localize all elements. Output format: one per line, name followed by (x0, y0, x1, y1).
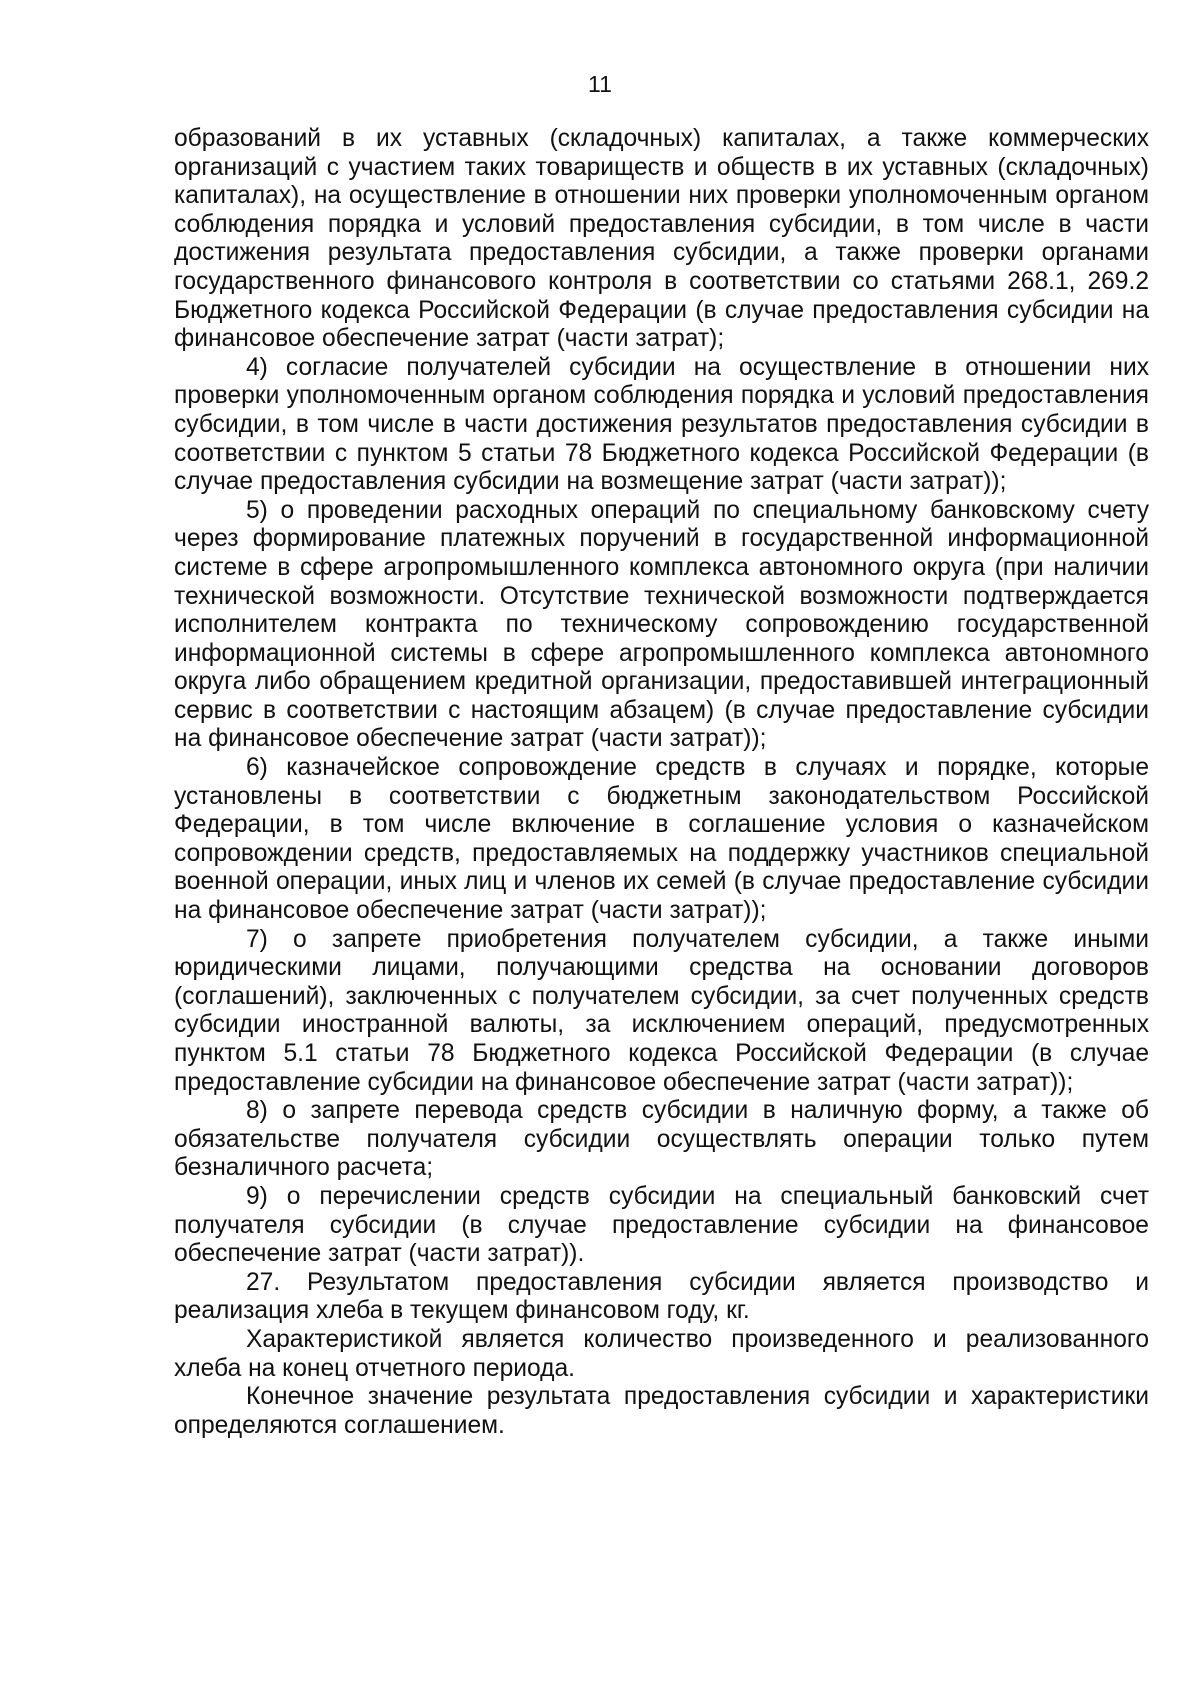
document-body (174, 125, 1149, 1440)
paragraph-item-5: 5) о проведении расходных операций по специальному банковскому счету через формирование платежных поручений в государственной информационной системе в сфере агропромышленного комплекса автономного округа (при наличии технической возможности. Отсутствие технической возможности подтверждается исполнителем контракта по техническому сопровождению государственной информационной системы в сфере агропромышленного комплекса автономного округа либо обращением кредитной организации, предоставившей интеграционный сервис в соответствии с настоящим абзацем) (в случае предоставление субсидии на финансовое обеспечение затрат (части затрат)); (174, 496, 1149, 753)
paragraph-item-7: 7) о запрете приобретения получателем субсидии, а также иными юридическими лицами, получающими средства на основании договоров (соглашений), заключенных с получателем субсидии, за счет полученных средств субсидии иностранной валюты, за исключением операций, предусмотренных пунктом 5.1 статьи 78 Бюджетного кодекса Российской Федерации (в случае предоставление субсидии на финансовое обеспечение затрат (части затрат)); (174, 925, 1149, 1096)
paragraph-item-9: 9) о перечислении средств субсидии на специальный банковский счет получателя субсидии (в случае предоставление субсидии на финансовое обеспечение затрат (части затрат)). (174, 1182, 1149, 1268)
paragraph-item-4: 4) согласие получателей субсидии на осуществление в отношении них проверки уполномоченным органом соблюдения порядка и условий предоставления субсидии, в том числе в части достижения результатов предоставления субсидии в соответствии с пунктом 5 статьи 78 Бюджетного кодекса Российской Федерации (в случае предоставления субсидии на возмещение затрат (части затрат)); (174, 353, 1149, 496)
paragraph-item-6: 6) казначейское сопровождение средств в случаях и порядке, которые установлены в соответствии с бюджетным законодательством Российской Федерации, в том числе включение в соглашение условия о казначейском сопровождении средств, предоставляемых на поддержку участников специальной военной операции, иных лиц и членов их семей (в случае предоставление субсидии на финансовое обеспечение затрат (части затрат)); (174, 754, 1149, 925)
paragraph-final-value: Конечное значение результата предоставления субсидии и характеристики определяются соглашением. (174, 1383, 1149, 1439)
paragraph-characteristic: Характеристикой является количество произведенного и реализованного хлеба на конец отчетного периода. (174, 1325, 1149, 1382)
paragraph-item-8: 8) о запрете перевода средств субсидии в наличную форму, а также об обязательстве получателя субсидии осуществлять операции только путем безналичного расчета; (174, 1097, 1149, 1182)
page-number: 11 (588, 71, 612, 97)
paragraph-continuation: образований в их уставных (складочных) капиталах, а также коммерческих организаций с участием таких товариществ и обществ в их уставных (складочных) капиталах), на осуществление в отношении них проверки уполномоченным органом соблюдения порядка и условий предоставления субсидии, в том числе в части достижения результата предоставления субсидии, а также проверки органами государственного финансового контроля в соответствии со статьями 268.1, 269.2 Бюджетного кодекса Российской Федерации (в случае предоставления субсидии на финансовое обеспечение затрат (части затрат); (174, 125, 1149, 353)
paragraph-clause-27: 27. Результатом предоставления субсидии является производство и реализация хлеба в текущем финансовом году, кг. (174, 1268, 1149, 1325)
